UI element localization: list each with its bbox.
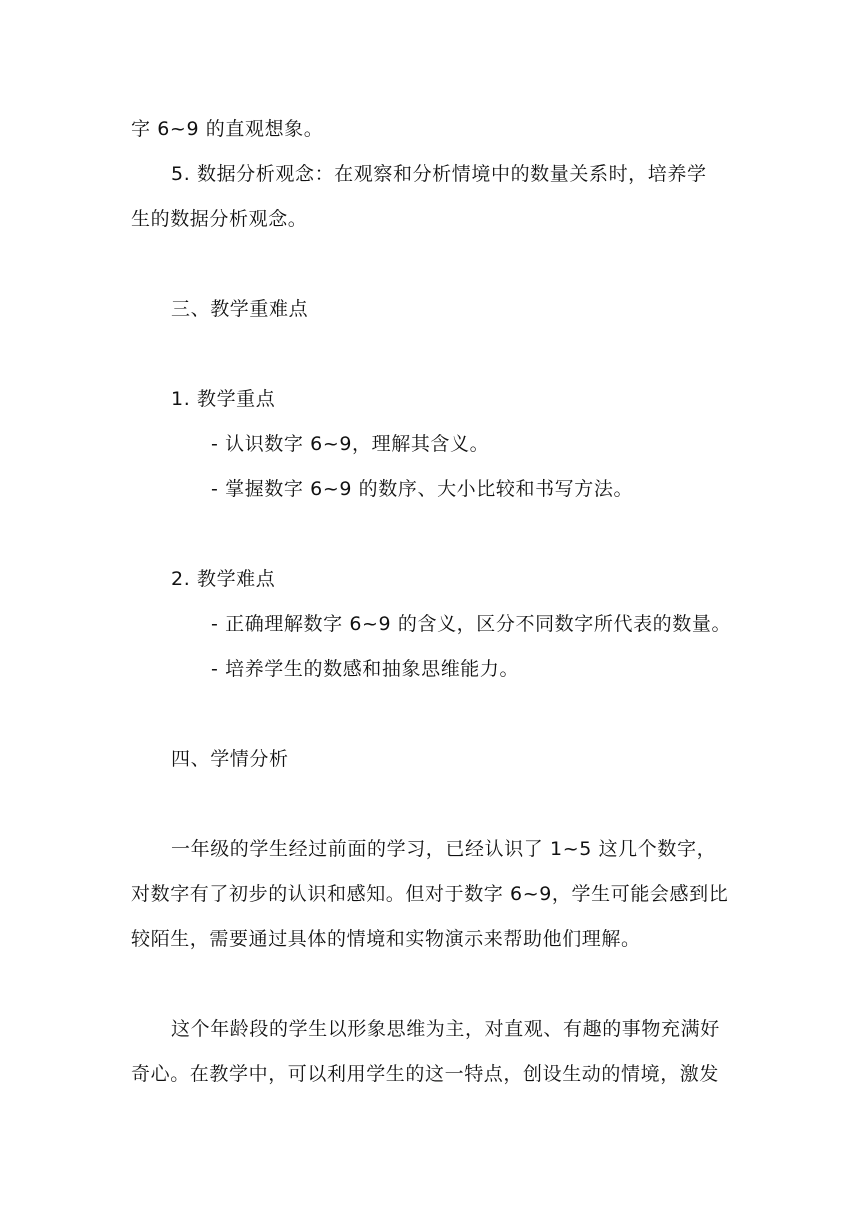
bullet-item: - 认识数字 6~9，理解其含义。 [211, 433, 490, 455]
bullet-item: - 正确理解数字 6~9 的含义，区分不同数字所代表的数量。 [211, 613, 732, 635]
paragraph-line: 奇心。在教学中，可以利用学生的这一特点，创设生动的情境，激发 [131, 1063, 720, 1085]
paragraph-line: 对数字有了初步的认识和感知。但对于数字 6~9，学生可能会感到比 [131, 883, 729, 905]
section-heading-4: 四、学情分析 [171, 748, 289, 770]
list-item-5-line: 5. 数据分析观念：在观察和分析情境中的数量关系时，培养学 [171, 163, 707, 185]
section-heading-3: 三、教学重难点 [171, 298, 309, 320]
paragraph-line: 这个年龄段的学生以形象思维为主，对直观、有趣的事物充满好 [171, 1018, 720, 1040]
bullet-item: - 培养学生的数感和抽象思维能力。 [211, 658, 520, 680]
subheading-difficult-points: 2. 教学难点 [171, 568, 276, 590]
subheading-key-points: 1. 教学重点 [171, 388, 276, 410]
paragraph-line: 字 6~9 的直观想象。 [131, 118, 324, 140]
list-item-5-line: 生的数据分析观念。 [131, 208, 308, 230]
paragraph-line: 较陌生，需要通过具体的情境和实物演示来帮助他们理解。 [131, 928, 641, 950]
bullet-item: - 掌握数字 6~9 的数序、大小比较和书写方法。 [211, 478, 634, 500]
paragraph-line: 一年级的学生经过前面的学习，已经认识了 1~5 这几个数字， [171, 838, 717, 860]
